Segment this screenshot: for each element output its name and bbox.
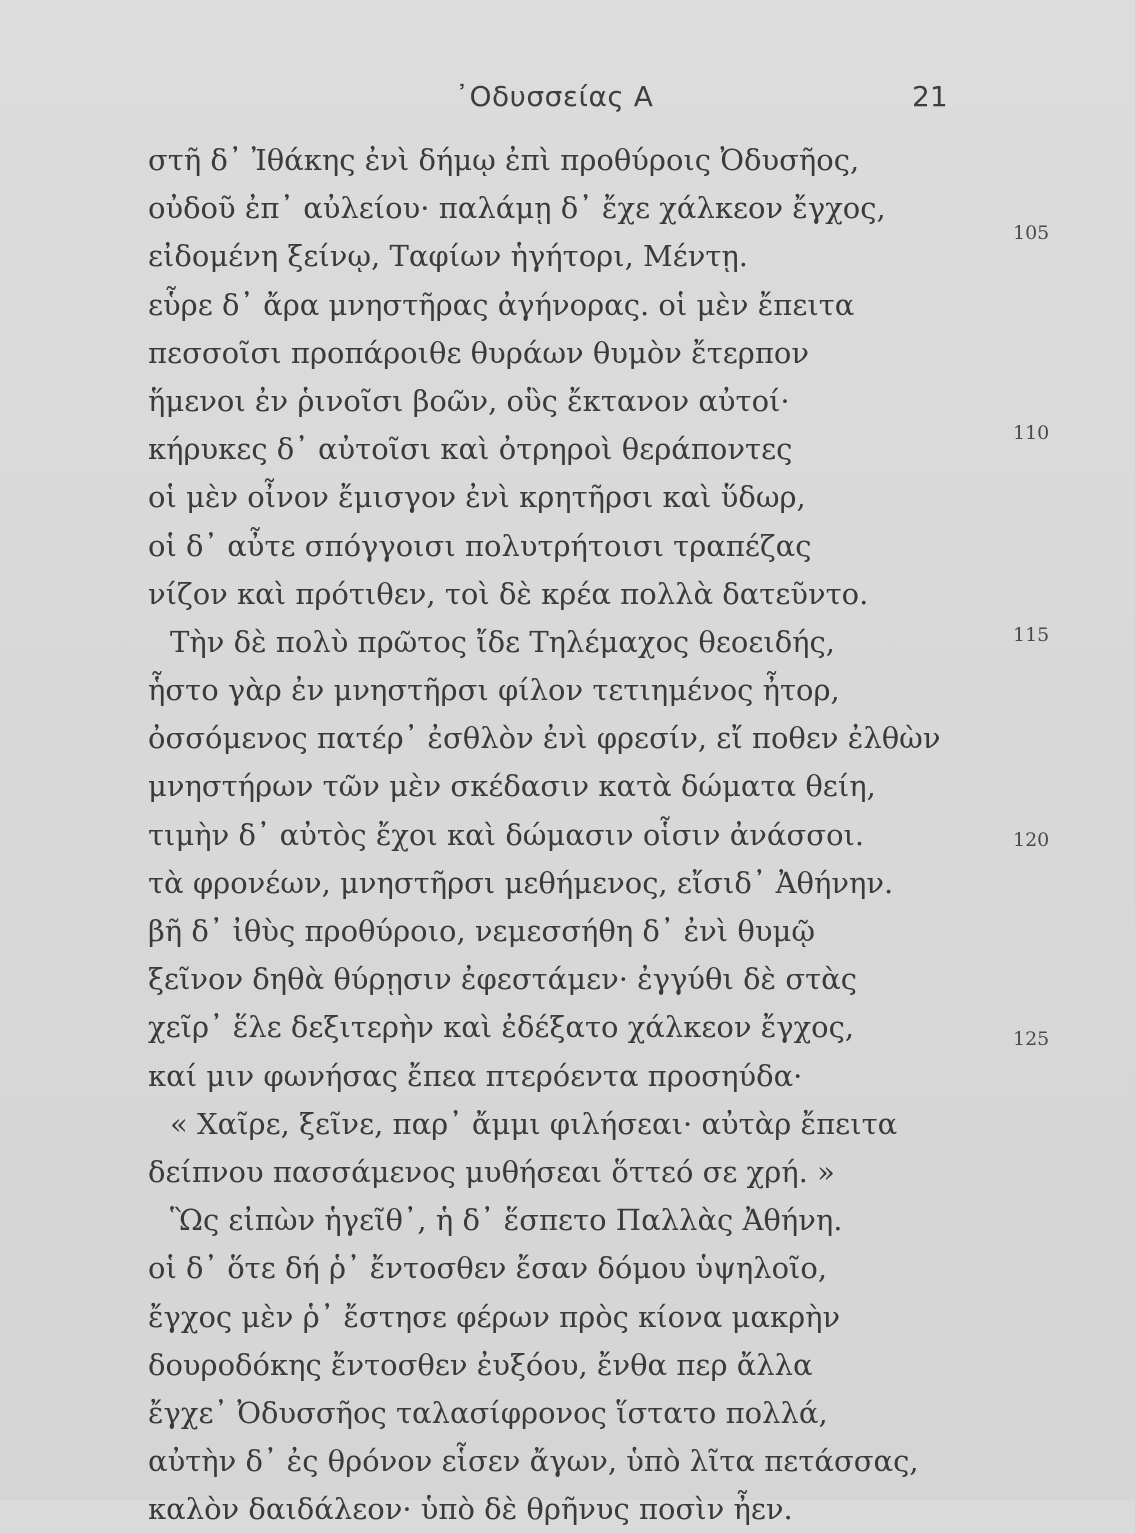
verse-line: « Χαῖρε, ξεῖνε, παρ᾿ ἄμμι φιλήσεαι· αὐτὰρ ἔπειτα	[170, 1106, 898, 1141]
verse-line: ἔγχε᾿ Ὀδυσσῆος ταλασίφρονος ἵστατο πολλά,	[148, 1395, 828, 1430]
verse-line: μνηστήρων τῶν μὲν σκέδασιν κατὰ δώματα θείη,	[148, 769, 876, 804]
verse-line: ἧστο γὰρ ἐν μνηστῆρσι φίλον τετιημένος ἦτορ,	[148, 673, 840, 708]
verse-line: κήρυκες δ᾿ αὐτοῖσι καὶ ὀτρηροὶ θεράποντες	[148, 432, 793, 467]
verse-line: χεῖρ᾿ ἕλε δεξιτερὴν καὶ ἐδέξατο χάλκεον ἔγχος,	[148, 1010, 855, 1045]
line-number: 115	[1013, 624, 1050, 646]
verse-line: Ὣς εἰπὼν ἡγεῖθ᾿, ἡ δ᾿ ἕσπετο Παλλὰς Ἀθήνη.	[170, 1203, 843, 1238]
verse-line: καλὸν δαιδάλεον· ὑπὸ δὲ θρῆνυς ποσὶν ἦεν.	[148, 1492, 793, 1527]
verse-line: οὐδοῦ ἐπ᾿ αὐλείου· παλάμῃ δ᾿ ἔχε χάλκεον ἔγχος,	[148, 191, 886, 226]
verse-line: οἱ μὲν οἶνον ἔμισγον ἐνὶ κρητῆρσι καὶ ὕδωρ,	[148, 480, 806, 515]
verse-line: εἰδομένη ξείνῳ, Ταφίων ἡγήτορι, Μέντῃ.	[148, 239, 749, 274]
verse-line: τιμὴν δ᾿ αὐτὸς ἔχοι καὶ δώμασιν οἷσιν ἀνάσσοι.	[148, 817, 865, 852]
verse-line: νίζον καὶ πρότιθεν, τοὶ δὲ κρέα πολλὰ δατεῦντο.	[148, 576, 869, 611]
verse-line: ἥμενοι ἐν ῥινοῖσι βοῶν, οὓς ἔκτανον αὐτοί·	[148, 383, 790, 418]
verse-line: ξεῖνον δηθὰ θύρῃσιν ἐφεστάμεν· ἐγγύθι δὲ στὰς	[148, 962, 857, 997]
verse-line: βῆ δ᾿ ἰθὺς προθύροιο, νεμεσσήθη δ᾿ ἐνὶ θυμῷ	[148, 914, 815, 948]
line-number: 125	[1013, 1028, 1050, 1050]
line-number: 105	[1013, 222, 1050, 244]
verse-line: οἱ δ᾿ αὖτε σπόγγοισι πολυτρήτοισι τραπέζας	[148, 528, 812, 563]
verse-line: πεσσοῖσι προπάροιθε θυράων θυμὸν ἔτερπον	[148, 335, 809, 370]
line-number: 120	[1013, 829, 1050, 851]
verse-block	[148, 136, 948, 1533]
running-head: ᾿Οδυσσείας Α	[455, 80, 654, 113]
verse-line: εὗρε δ᾿ ἄρα μνηστῆρας ἀγήνορας. οἱ μὲν ἔπειτα	[148, 287, 855, 322]
verse-line: αὐτὴν δ᾿ ἐς θρόνον εἷσεν ἄγων, ὑπὸ λῖτα πετάσσας,	[148, 1444, 919, 1479]
verse-line: τὰ φρονέων, μνηστῆρσι μεθήμενος, εἴσιδ᾿ Ἀθήνην.	[148, 865, 894, 900]
verse-line: ἔγχος μὲν ῥ᾿ ἔστησε φέρων πρὸς κίονα μακρὴν	[148, 1299, 841, 1334]
verse-line: ὀσσόμενος πατέρ᾿ ἐσθλὸν ἐνὶ φρεσίν, εἴ ποθεν ἐλθὼν	[148, 721, 941, 756]
verse-line: δουροδόκης ἔντοσθεν ἐυξόου, ἔνθα περ ἄλλα	[148, 1347, 813, 1382]
verse-line: οἱ δ᾿ ὅτε δή ῥ᾿ ἔντοσθεν ἔσαν δόμου ὑψηλοῖο,	[148, 1251, 828, 1286]
verse-line: δείπνου πασσάμενος μυθήσεαι ὅττεό σε χρή. »	[148, 1154, 835, 1189]
verse-line: στῆ δ᾿ Ἰθάκης ἐνὶ δήμῳ ἐπὶ προθύροις Ὀδυσῆος,	[148, 143, 860, 177]
verse-line: Τὴν δὲ πολὺ πρῶτος ἴδε Τηλέμαχος θεοειδής,	[170, 624, 836, 659]
page-number: 21	[912, 80, 948, 113]
line-number: 110	[1013, 422, 1050, 444]
verse-line: καί μιν φωνήσας ἔπεα πτερόεντα προσηύδα·	[148, 1058, 803, 1093]
